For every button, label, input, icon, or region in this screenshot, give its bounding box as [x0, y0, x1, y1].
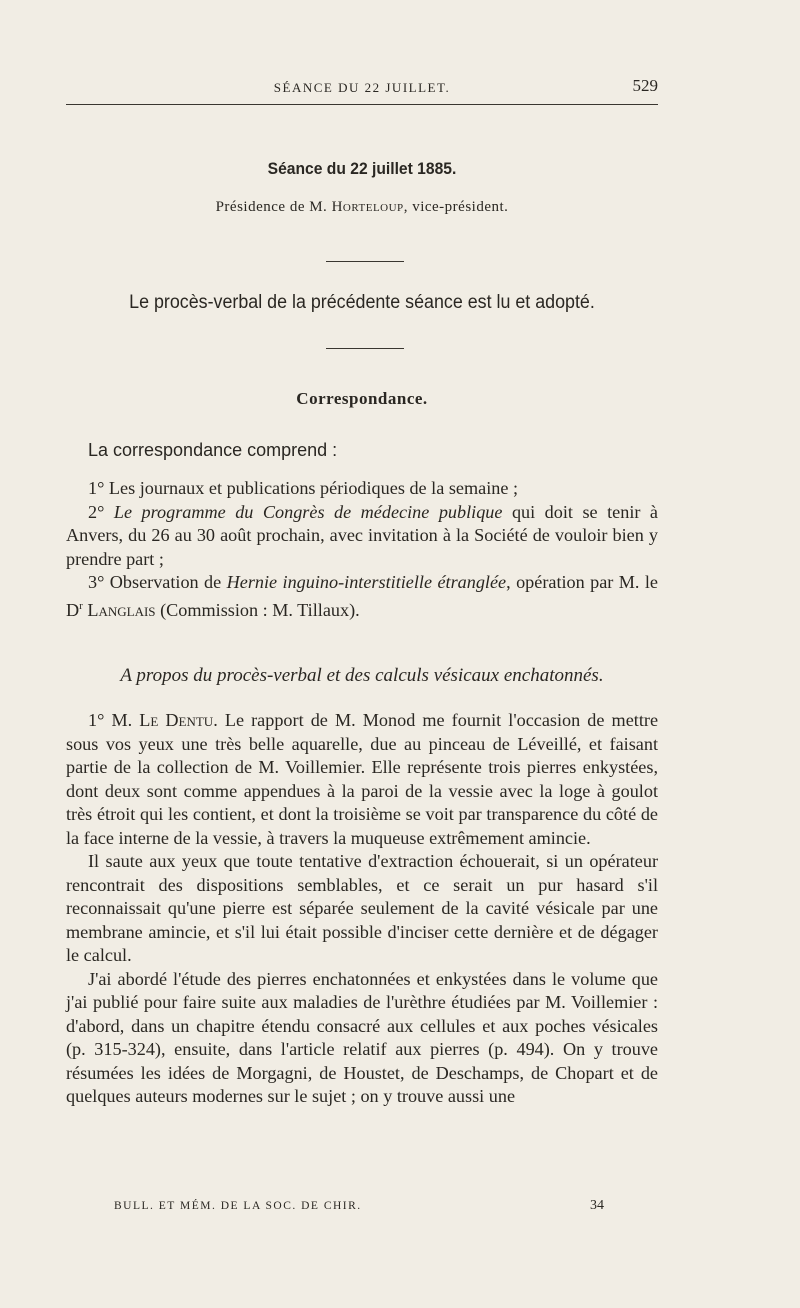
- seance-title: Séance du 22 juillet 1885.: [267, 159, 457, 178]
- running-head-title: SÉANCE DU 22 JUILLET.: [273, 80, 451, 95]
- paragraph-text: . Le rapport de M. Monod me fournit l'occasion de mettre sous vos yeux une très belle aquarelle, due au pinceau de Léveillé, et faisant partie de la collection de M. Voillemier. Elle représente trois pierres enkystées, dont deux sont comme appendues à la paroi de la vessie avec la loge à goulot très étroit qui les contient, et dont la troisième se voit par transparence du côté de la face interne de la vessie, à travers la muqueuse extrêmement amincie.: [66, 710, 659, 848]
- item-text: qui doit se tenir à Anvers, du 26 au 30 août prochain, avec invitation à la Société de vouloir bien y prendre part ;: [66, 501, 658, 569]
- presidence-line: [66, 199, 658, 216]
- correspondance-list: [66, 477, 658, 622]
- proces-verbal-line: Le procès-verbal de la précédente séance est lu et adopté.: [129, 292, 595, 313]
- footer-signature-number: 34: [590, 1198, 604, 1213]
- superscript: r: [79, 599, 83, 612]
- separator-rule: [326, 261, 404, 262]
- running-head: [66, 76, 658, 98]
- header-rule: [66, 104, 658, 105]
- item-number: 3° Observation de: [88, 572, 227, 592]
- list-item: [66, 501, 658, 572]
- author-name: Langlais: [87, 599, 156, 620]
- item-text: , opération par M. le D: [66, 572, 658, 620]
- page-footer: [66, 1198, 658, 1218]
- book-page: [66, 0, 658, 1308]
- intro-text: La correspondance comprend :: [88, 440, 338, 460]
- presidence-suffix: , vice-président.: [403, 199, 509, 215]
- presidence-prefix: Présidence de M.: [215, 199, 332, 215]
- president-name: Horteloup: [331, 199, 404, 215]
- page-number: 529: [632, 76, 658, 95]
- paragraph-number: 1° M.: [88, 710, 140, 730]
- section-title: A propos du procès-verbal et des calculs vésicaux enchatonnés.: [120, 665, 604, 686]
- paragraph: [66, 709, 658, 850]
- correspondance-heading: Correspondance.: [296, 389, 428, 408]
- item-title: Le programme du Congrès de médecine publique: [113, 501, 503, 522]
- speaker-name: Le Dentu: [139, 710, 214, 730]
- item-number: 2°: [88, 501, 114, 522]
- body-text: [66, 709, 658, 1109]
- footer-signature: BULL. ET MÉM. DE LA SOC. DE CHIR.: [114, 1200, 362, 1212]
- separator-rule: [326, 348, 404, 349]
- item-text: (Commission : M. Tillaux).: [155, 599, 360, 620]
- paragraph: J'ai abordé l'étude des pierres enchatonnées et enkystées dans le volume que j'ai publié pour faire suite aux maladies de l'urèthre étudiées par M. Voillemier : d'abord, dans un chapitre étendu consacré aux cellules et aux poches vésicales (p. 315-324), ensuite, dans l'article relatif aux pierres (p. 494). On y trouve résumées les idées de Morgagni, de Houstet, de Deschamps, de Chopart et de quelques auteurs modernes sur le sujet ; on y trouve aussi une: [66, 968, 658, 1106]
- list-item: 1° Les journaux et publications périodiques de la semaine ;: [88, 478, 519, 498]
- list-item: [66, 571, 658, 622]
- item-title: Hernie inguino-interstitielle étranglée: [226, 572, 507, 592]
- paragraph: Il saute aux yeux que toute tentative d'extraction échouerait, si un opérateur rencontrait des dispositions semblables, et ce serait un pur hasard s'il reconnaissait qu'une pierre est séparée seulement de la cavité vésicale par une membrane amincie, et s'il lui était possible d'inciser cette dernière et de dégager le calcul.: [66, 851, 658, 965]
- correspondance-intro: [66, 439, 658, 463]
